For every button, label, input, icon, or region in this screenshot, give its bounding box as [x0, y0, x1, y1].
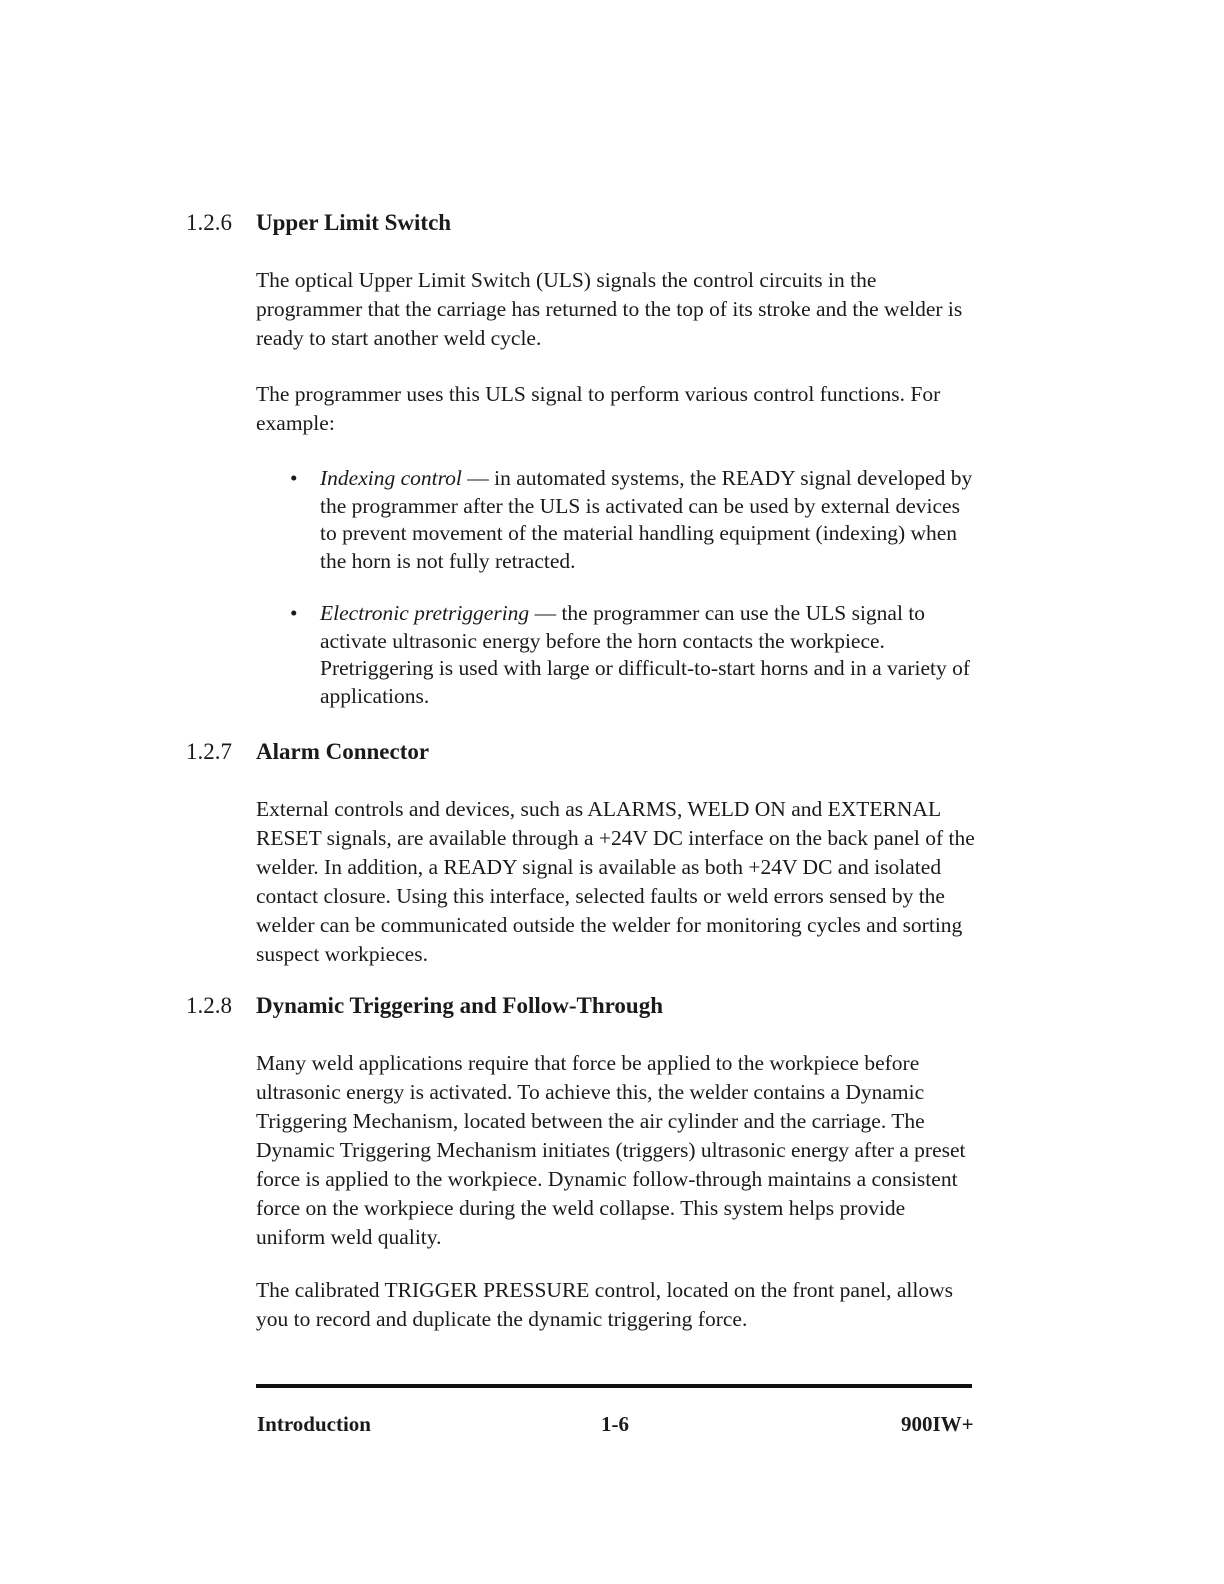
section-number: 1.2.8	[186, 993, 232, 1018]
paragraph: External controls and devices, such as ALARMS, WELD ON and EXTERNAL RESET signals, are available through a +24V DC interface on the back panel of the welder. In addition, a READY signal is available as both +24V DC and isolated contact closure. Using this interface, selected faults or weld errors sensed by the welder can be communicated outside the welder for monitoring cycles and sorting suspect workpieces.	[256, 797, 975, 966]
section-number: 1.2.7	[186, 739, 232, 764]
footer-rule	[256, 1384, 972, 1388]
bullet-term: Indexing control	[320, 466, 462, 490]
bullet-icon: •	[290, 466, 298, 490]
section-title: Upper Limit Switch	[256, 210, 452, 235]
bullet-text: the programmer can use the ULS signal to activate ultrasonic energy before the horn contacts the workpiece. Pretriggering is used with large or difficult-to-start horns and in a variety of applications.	[320, 601, 971, 708]
bullet-icon: •	[290, 601, 298, 625]
paragraph: The programmer uses this ULS signal to perform various control functions. For example:	[256, 382, 941, 435]
section-title: Alarm Connector	[256, 739, 430, 764]
section-number: 1.2.6	[186, 210, 232, 235]
paragraph: The calibrated TRIGGER PRESSURE control, located on the front panel, allows you to record and duplicate the dynamic triggering force.	[256, 1278, 954, 1331]
page-number: 1-6	[601, 1412, 629, 1436]
bullet-term: Electronic pretriggering	[320, 601, 530, 625]
list-item: • Electronic pretriggering — the programmer can use the ULS signal to activate ultrasonic energy before the horn contacts the workpiece. Pretriggering is used with large or difficult-to-start horns and in a variety of applications.	[290, 601, 971, 708]
paragraph: The optical Upper Limit Switch (ULS) signals the control circuits in the programmer that the carriage has returned to the top of its stroke and the welder is ready to start another weld cycle.	[256, 268, 963, 350]
paragraph: Many weld applications require that force be applied to the workpiece before ultrasonic energy is activated. To achieve this, the welder contains a Dynamic Triggering Mechanism, located between the air cylinder and the carriage. The Dynamic Triggering Mechanism initiates (triggers) ultrasonic energy after a preset force is applied to the workpiece. Dynamic follow-through maintains a consistent force on the workpiece during the weld collapse. This system helps provide uniform weld quality.	[256, 1051, 966, 1249]
section-heading-1-2-6	[186, 210, 451, 236]
section-heading-1-2-8	[186, 993, 663, 1019]
footer-chapter: Introduction	[257, 1412, 371, 1436]
bullet-text: in automated systems, the READY signal developed by the programmer after the ULS is activated can be used by external devices to prevent movement of the material handling equipment (indexing) when the horn is not fully retracted.	[320, 466, 973, 573]
footer-model: 900IW+	[901, 1412, 974, 1436]
section-title: Dynamic Triggering and Follow-Through	[256, 993, 664, 1018]
list-item: • Indexing control — in automated systems, the READY signal developed by the programmer after the ULS is activated can be used by external devices to prevent movement of the material handling equipment (indexing) when the horn is not fully retracted.	[290, 466, 973, 573]
section-heading-1-2-7	[186, 739, 429, 765]
